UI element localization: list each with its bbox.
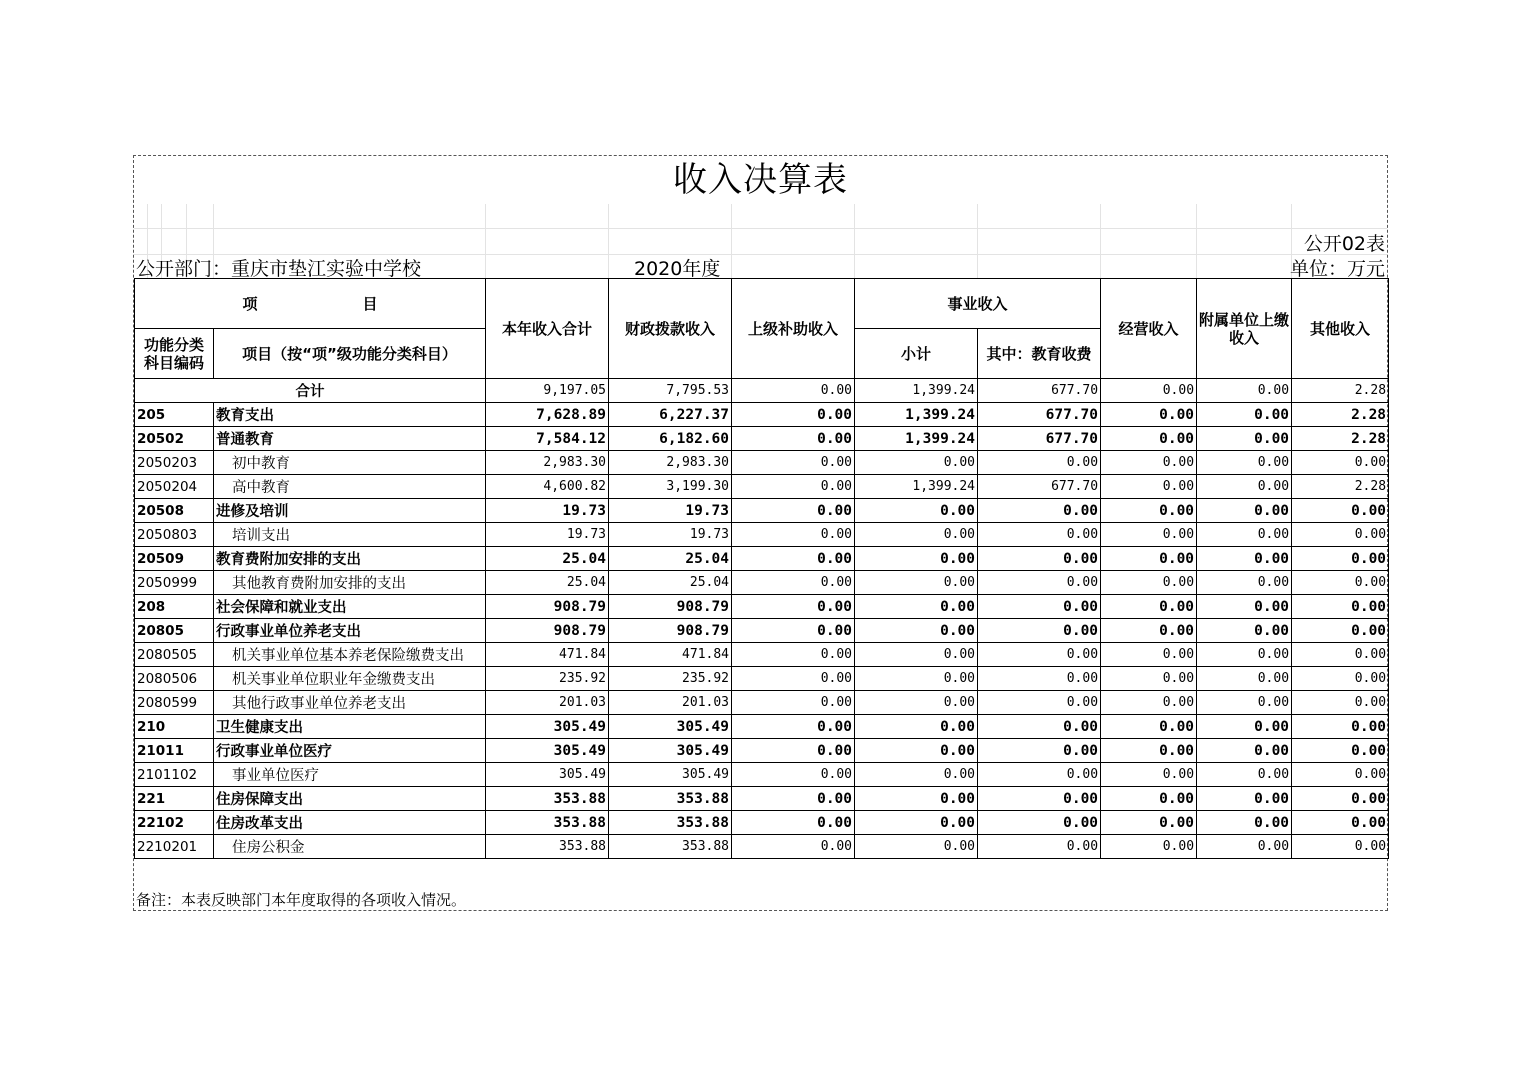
row-edu-fee: 0.00 <box>978 715 1101 739</box>
row-fiscal: 353.88 <box>609 787 732 811</box>
table-row <box>135 595 1389 619</box>
row-code: 20508 <box>135 499 214 523</box>
row-fiscal: 235.92 <box>609 667 732 691</box>
row-code: 21011 <box>135 739 214 763</box>
row-subtotal: 0.00 <box>855 571 978 595</box>
table-row <box>135 475 1389 499</box>
row-fiscal: 908.79 <box>609 619 732 643</box>
row-subtotal: 0.00 <box>855 691 978 715</box>
unit-label: 单位：万元 <box>1289 258 1385 280</box>
row-other: 0.00 <box>1292 739 1389 763</box>
row-superior: 0.00 <box>732 571 855 595</box>
row-operating: 0.00 <box>1101 787 1197 811</box>
row-subtotal: 0.00 <box>855 619 978 643</box>
row-superior: 0.00 <box>732 739 855 763</box>
row-subtotal: 0.00 <box>855 499 978 523</box>
row-total: 25.04 <box>486 547 609 571</box>
row-code: 20502 <box>135 427 214 451</box>
department-label: 公开部门：重庆市垫江实验中学校 <box>136 258 422 280</box>
row-name: 机关事业单位职业年金缴费支出 <box>214 667 486 691</box>
row-total: 4,600.82 <box>486 475 609 499</box>
row-total: 908.79 <box>486 619 609 643</box>
row-total: 19.73 <box>486 499 609 523</box>
header-affiliated: 附属单位上缴收入 <box>1197 279 1292 379</box>
row-affiliated: 0.00 <box>1197 427 1292 451</box>
row-code: 2080506 <box>135 667 214 691</box>
row-superior: 0.00 <box>732 763 855 787</box>
row-name: 培训支出 <box>214 523 486 547</box>
row-code: 20805 <box>135 619 214 643</box>
row-fiscal: 19.73 <box>609 523 732 547</box>
row-edu-fee: 0.00 <box>978 499 1101 523</box>
row-total: 908.79 <box>486 595 609 619</box>
row-operating: 0.00 <box>1101 643 1197 667</box>
row-name: 教育费附加安排的支出 <box>214 547 486 571</box>
row-name: 进修及培训 <box>214 499 486 523</box>
total-other: 2.28 <box>1292 379 1389 403</box>
row-operating: 0.00 <box>1101 427 1197 451</box>
row-affiliated: 0.00 <box>1197 787 1292 811</box>
row-total: 2,983.30 <box>486 451 609 475</box>
row-code: 2050204 <box>135 475 214 499</box>
row-superior: 0.00 <box>732 427 855 451</box>
row-name: 社会保障和就业支出 <box>214 595 486 619</box>
row-affiliated: 0.00 <box>1197 571 1292 595</box>
row-code: 2050999 <box>135 571 214 595</box>
row-name: 住房改革支出 <box>214 811 486 835</box>
row-name: 事业单位医疗 <box>214 763 486 787</box>
row-name: 其他行政事业单位养老支出 <box>214 691 486 715</box>
row-affiliated: 0.00 <box>1197 523 1292 547</box>
row-other: 0.00 <box>1292 619 1389 643</box>
row-affiliated: 0.00 <box>1197 595 1292 619</box>
table-row <box>135 835 1389 859</box>
row-superior: 0.00 <box>732 595 855 619</box>
row-subtotal: 0.00 <box>855 595 978 619</box>
row-affiliated: 0.00 <box>1197 403 1292 427</box>
row-affiliated: 0.00 <box>1197 715 1292 739</box>
row-fiscal: 25.04 <box>609 571 732 595</box>
row-affiliated: 0.00 <box>1197 811 1292 835</box>
row-subtotal: 0.00 <box>855 451 978 475</box>
table-row <box>135 691 1389 715</box>
row-operating: 0.00 <box>1101 571 1197 595</box>
row-operating: 0.00 <box>1101 595 1197 619</box>
income-statement-sheet <box>133 155 1388 911</box>
total-affiliated: 0.00 <box>1197 379 1292 403</box>
row-superior: 0.00 <box>732 475 855 499</box>
table-row <box>135 571 1389 595</box>
total-superior: 0.00 <box>732 379 855 403</box>
row-name: 行政事业单位医疗 <box>214 739 486 763</box>
form-number: 公开02表 <box>1303 233 1385 255</box>
total-operating: 0.00 <box>1101 379 1197 403</box>
row-edu-fee: 0.00 <box>978 691 1101 715</box>
row-other: 0.00 <box>1292 547 1389 571</box>
footnote: 备注：本表反映部门本年度取得的各项收入情况。 <box>136 891 467 909</box>
row-name: 行政事业单位养老支出 <box>214 619 486 643</box>
row-code: 22102 <box>135 811 214 835</box>
row-name: 住房公积金 <box>214 835 486 859</box>
total-edu-fee: 677.70 <box>978 379 1101 403</box>
row-edu-fee: 0.00 <box>978 643 1101 667</box>
row-edu-fee: 0.00 <box>978 787 1101 811</box>
row-code: 2080505 <box>135 643 214 667</box>
row-edu-fee: 0.00 <box>978 739 1101 763</box>
row-subtotal: 0.00 <box>855 811 978 835</box>
row-subtotal: 0.00 <box>855 763 978 787</box>
row-other: 0.00 <box>1292 787 1389 811</box>
row-operating: 0.00 <box>1101 499 1197 523</box>
row-code: 2080599 <box>135 691 214 715</box>
row-total: 201.03 <box>486 691 609 715</box>
row-other: 0.00 <box>1292 667 1389 691</box>
row-superior: 0.00 <box>732 715 855 739</box>
table-row <box>135 715 1389 739</box>
row-other: 0.00 <box>1292 811 1389 835</box>
row-other: 0.00 <box>1292 715 1389 739</box>
header-name: 项目（按“项”级功能分类科目） <box>214 329 486 379</box>
row-subtotal: 0.00 <box>855 667 978 691</box>
row-name: 教育支出 <box>214 403 486 427</box>
row-total: 19.73 <box>486 523 609 547</box>
row-other: 0.00 <box>1292 523 1389 547</box>
row-affiliated: 0.00 <box>1197 763 1292 787</box>
row-total: 353.88 <box>486 787 609 811</box>
row-other: 0.00 <box>1292 643 1389 667</box>
row-subtotal: 1,399.24 <box>855 427 978 451</box>
row-name: 住房保障支出 <box>214 787 486 811</box>
row-affiliated: 0.00 <box>1197 475 1292 499</box>
row-superior: 0.00 <box>732 451 855 475</box>
row-fiscal: 471.84 <box>609 643 732 667</box>
row-edu-fee: 0.00 <box>978 835 1101 859</box>
row-fiscal: 6,227.37 <box>609 403 732 427</box>
row-edu-fee: 677.70 <box>978 403 1101 427</box>
row-fiscal: 353.88 <box>609 811 732 835</box>
row-other: 2.28 <box>1292 427 1389 451</box>
row-code: 2101102 <box>135 763 214 787</box>
row-fiscal: 305.49 <box>609 715 732 739</box>
header-superior: 上级补助收入 <box>732 279 855 379</box>
table-row <box>135 787 1389 811</box>
row-operating: 0.00 <box>1101 715 1197 739</box>
table-row <box>135 499 1389 523</box>
row-affiliated: 0.00 <box>1197 835 1292 859</box>
row-edu-fee: 0.00 <box>978 547 1101 571</box>
row-code: 221 <box>135 787 214 811</box>
row-affiliated: 0.00 <box>1197 643 1292 667</box>
row-superior: 0.00 <box>732 403 855 427</box>
row-fiscal: 305.49 <box>609 763 732 787</box>
row-fiscal: 353.88 <box>609 835 732 859</box>
row-affiliated: 0.00 <box>1197 451 1292 475</box>
table-row <box>135 403 1389 427</box>
row-superior: 0.00 <box>732 835 855 859</box>
row-subtotal: 0.00 <box>855 835 978 859</box>
row-total: 305.49 <box>486 715 609 739</box>
total-subtotal: 1,399.24 <box>855 379 978 403</box>
row-edu-fee: 0.00 <box>978 595 1101 619</box>
row-operating: 0.00 <box>1101 811 1197 835</box>
row-name: 其他教育费附加安排的支出 <box>214 571 486 595</box>
header-item-group: 项 目 <box>135 279 486 329</box>
row-operating: 0.00 <box>1101 619 1197 643</box>
row-other: 2.28 <box>1292 475 1389 499</box>
row-operating: 0.00 <box>1101 691 1197 715</box>
header-operating: 经营收入 <box>1101 279 1197 379</box>
row-name: 普通教育 <box>214 427 486 451</box>
row-edu-fee: 0.00 <box>978 451 1101 475</box>
row-operating: 0.00 <box>1101 547 1197 571</box>
total-row <box>135 379 1389 403</box>
row-operating: 0.00 <box>1101 763 1197 787</box>
row-edu-fee: 0.00 <box>978 763 1101 787</box>
row-other: 0.00 <box>1292 835 1389 859</box>
row-superior: 0.00 <box>732 643 855 667</box>
row-total: 353.88 <box>486 811 609 835</box>
row-fiscal: 3,199.30 <box>609 475 732 499</box>
header-total: 本年收入合计 <box>486 279 609 379</box>
row-superior: 0.00 <box>732 691 855 715</box>
row-name: 高中教育 <box>214 475 486 499</box>
income-table <box>134 278 1389 859</box>
row-fiscal: 908.79 <box>609 595 732 619</box>
row-total: 471.84 <box>486 643 609 667</box>
row-edu-fee: 0.00 <box>978 523 1101 547</box>
row-other: 0.00 <box>1292 691 1389 715</box>
row-code: 2210201 <box>135 835 214 859</box>
row-subtotal: 0.00 <box>855 715 978 739</box>
row-code: 20509 <box>135 547 214 571</box>
row-subtotal: 0.00 <box>855 643 978 667</box>
header-edu-fee: 其中：教育收费 <box>978 329 1101 379</box>
row-edu-fee: 677.70 <box>978 427 1101 451</box>
row-edu-fee: 0.00 <box>978 619 1101 643</box>
row-subtotal: 0.00 <box>855 739 978 763</box>
row-total: 305.49 <box>486 763 609 787</box>
row-operating: 0.00 <box>1101 739 1197 763</box>
row-operating: 0.00 <box>1101 667 1197 691</box>
row-affiliated: 0.00 <box>1197 691 1292 715</box>
row-subtotal: 0.00 <box>855 523 978 547</box>
row-other: 0.00 <box>1292 451 1389 475</box>
row-total: 235.92 <box>486 667 609 691</box>
row-operating: 0.00 <box>1101 475 1197 499</box>
table-row <box>135 619 1389 643</box>
row-fiscal: 6,182.60 <box>609 427 732 451</box>
row-fiscal: 2,983.30 <box>609 451 732 475</box>
fiscal-year: 2020年度 <box>634 258 721 280</box>
table-row <box>135 427 1389 451</box>
row-fiscal: 25.04 <box>609 547 732 571</box>
row-affiliated: 0.00 <box>1197 619 1292 643</box>
total-fiscal: 7,795.53 <box>609 379 732 403</box>
header-other: 其他收入 <box>1292 279 1389 379</box>
row-subtotal: 0.00 <box>855 547 978 571</box>
row-fiscal: 305.49 <box>609 739 732 763</box>
page-title: 收入决算表 <box>673 160 848 200</box>
header-code: 功能分类科目编码 <box>135 329 214 379</box>
table-row <box>135 643 1389 667</box>
row-affiliated: 0.00 <box>1197 499 1292 523</box>
row-name: 卫生健康支出 <box>214 715 486 739</box>
row-total: 305.49 <box>486 739 609 763</box>
row-other: 0.00 <box>1292 571 1389 595</box>
row-other: 0.00 <box>1292 763 1389 787</box>
row-affiliated: 0.00 <box>1197 547 1292 571</box>
row-code: 2050203 <box>135 451 214 475</box>
row-affiliated: 0.00 <box>1197 667 1292 691</box>
header-business-group: 事业收入 <box>855 279 1101 329</box>
header-subtotal: 小计 <box>855 329 978 379</box>
header-fiscal: 财政拨款收入 <box>609 279 732 379</box>
row-edu-fee: 0.00 <box>978 811 1101 835</box>
total-label: 合计 <box>135 379 486 403</box>
row-other: 2.28 <box>1292 403 1389 427</box>
row-code: 210 <box>135 715 214 739</box>
row-total: 25.04 <box>486 571 609 595</box>
row-operating: 0.00 <box>1101 835 1197 859</box>
row-operating: 0.00 <box>1101 523 1197 547</box>
table-row <box>135 763 1389 787</box>
row-fiscal: 201.03 <box>609 691 732 715</box>
row-superior: 0.00 <box>732 547 855 571</box>
row-superior: 0.00 <box>732 787 855 811</box>
row-name: 机关事业单位基本养老保险缴费支出 <box>214 643 486 667</box>
row-code: 2050803 <box>135 523 214 547</box>
row-operating: 0.00 <box>1101 403 1197 427</box>
row-subtotal: 0.00 <box>855 787 978 811</box>
row-superior: 0.00 <box>732 667 855 691</box>
table-row <box>135 451 1389 475</box>
table-row <box>135 811 1389 835</box>
row-other: 0.00 <box>1292 499 1389 523</box>
row-total: 353.88 <box>486 835 609 859</box>
total-total: 9,197.05 <box>486 379 609 403</box>
row-other: 0.00 <box>1292 595 1389 619</box>
row-superior: 0.00 <box>732 499 855 523</box>
row-superior: 0.00 <box>732 811 855 835</box>
row-total: 7,584.12 <box>486 427 609 451</box>
row-operating: 0.00 <box>1101 451 1197 475</box>
table-row <box>135 547 1389 571</box>
row-total: 7,628.89 <box>486 403 609 427</box>
row-name: 初中教育 <box>214 451 486 475</box>
row-code: 205 <box>135 403 214 427</box>
row-fiscal: 19.73 <box>609 499 732 523</box>
row-edu-fee: 0.00 <box>978 571 1101 595</box>
row-edu-fee: 0.00 <box>978 667 1101 691</box>
table-row <box>135 667 1389 691</box>
table-row <box>135 523 1389 547</box>
row-superior: 0.00 <box>732 523 855 547</box>
row-subtotal: 1,399.24 <box>855 403 978 427</box>
row-edu-fee: 677.70 <box>978 475 1101 499</box>
row-affiliated: 0.00 <box>1197 739 1292 763</box>
row-code: 208 <box>135 595 214 619</box>
table-row <box>135 739 1389 763</box>
row-subtotal: 1,399.24 <box>855 475 978 499</box>
row-superior: 0.00 <box>732 619 855 643</box>
